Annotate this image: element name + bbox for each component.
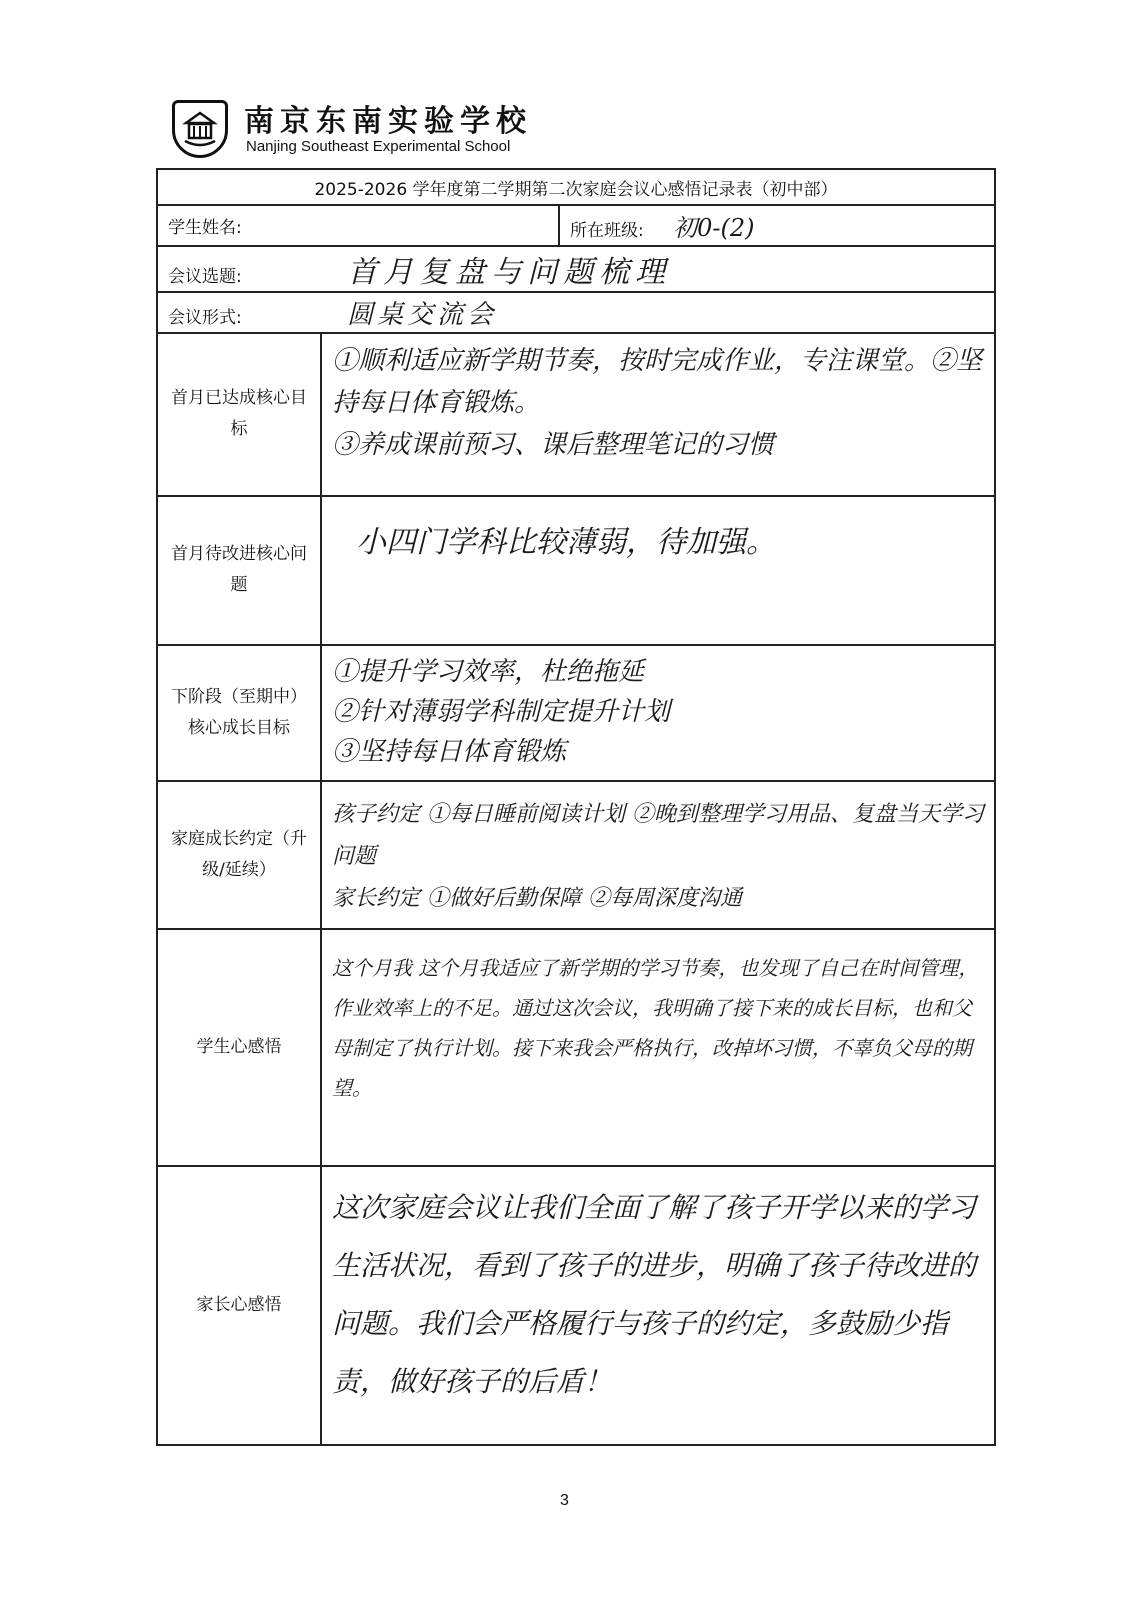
format-value: 圆桌交流会 — [347, 300, 498, 331]
achieved-goals-content[interactable]: ①顺利适应新学期节奏，按时完成作业，专注课堂。②坚持每日体育锻炼。 ③养成课前预习、课后整理笔记的习惯 — [321, 333, 995, 496]
section-label: 首月已达成核心目标 — [157, 333, 321, 496]
section-label: 首月待改进核心问题 — [157, 496, 321, 645]
form-title: 2025-2026 学年度第二学期第二次家庭会议心感悟记录表（初中部） — [157, 169, 995, 205]
next-goals-content[interactable]: ①提升学习效率，杜绝拖延 ②针对薄弱学科制定提升计划 ③坚持每日体育锻炼 — [321, 645, 995, 782]
page-number: 3 — [560, 1492, 569, 1509]
class-value: 初0-(2) — [673, 214, 755, 243]
topic-value: 首月复盘与问题梳理 — [347, 255, 672, 291]
topic-field[interactable] — [157, 246, 995, 293]
section-label: 下阶段（至期中）核心成长目标 — [157, 645, 321, 782]
section-label: 学生心感悟 — [157, 929, 321, 1166]
student-reflection-content[interactable]: 这个月我 这个月我适应了新学期的学习节奏，也发现了自己在时间管理，作业效率上的不足。通过这次会议，我明确了接下来的成长目标，也和父母制定了执行计划。接下来我会严格执行，改掉坏习惯，不辜负父母的期望。 — [321, 929, 995, 1166]
school-header — [172, 96, 772, 166]
section-label: 家长心感悟 — [157, 1166, 321, 1445]
student-name-label: 学生姓名: — [168, 218, 242, 239]
class-label: 所在班级: — [570, 221, 644, 242]
format-label: 会议形式: — [168, 308, 242, 329]
student-name-field[interactable] — [157, 205, 559, 245]
parent-reflection-content[interactable]: 这次家庭会议让我们全面了解了孩子开学以来的学习生活状况，看到了孩子的进步，明确了孩子待改进的问题。我们会严格履行与孩子的约定，多鼓励少指责，做好孩子的后盾！ — [321, 1166, 995, 1445]
topic-label: 会议选题: — [168, 267, 242, 288]
format-field[interactable] — [157, 292, 995, 332]
record-form-table — [156, 168, 996, 1446]
school-logo-icon — [172, 100, 228, 158]
problems-content[interactable]: 小四门学科比较薄弱，待加强。 — [321, 496, 995, 645]
family-agreement-content[interactable]: 孩子约定 ①每日睡前阅读计划 ②晚到整理学习用品、复盘当天学习问题 家长约定 ①做好后勤保障 ②每周深度沟通 — [321, 781, 995, 929]
class-field[interactable] — [559, 205, 995, 245]
school-name-cn: 南京东南实验学校 — [244, 104, 532, 139]
school-name-en: Nanjing Southeast Experimental School — [246, 138, 511, 155]
section-label: 家庭成长约定（升级/延续） — [157, 781, 321, 929]
